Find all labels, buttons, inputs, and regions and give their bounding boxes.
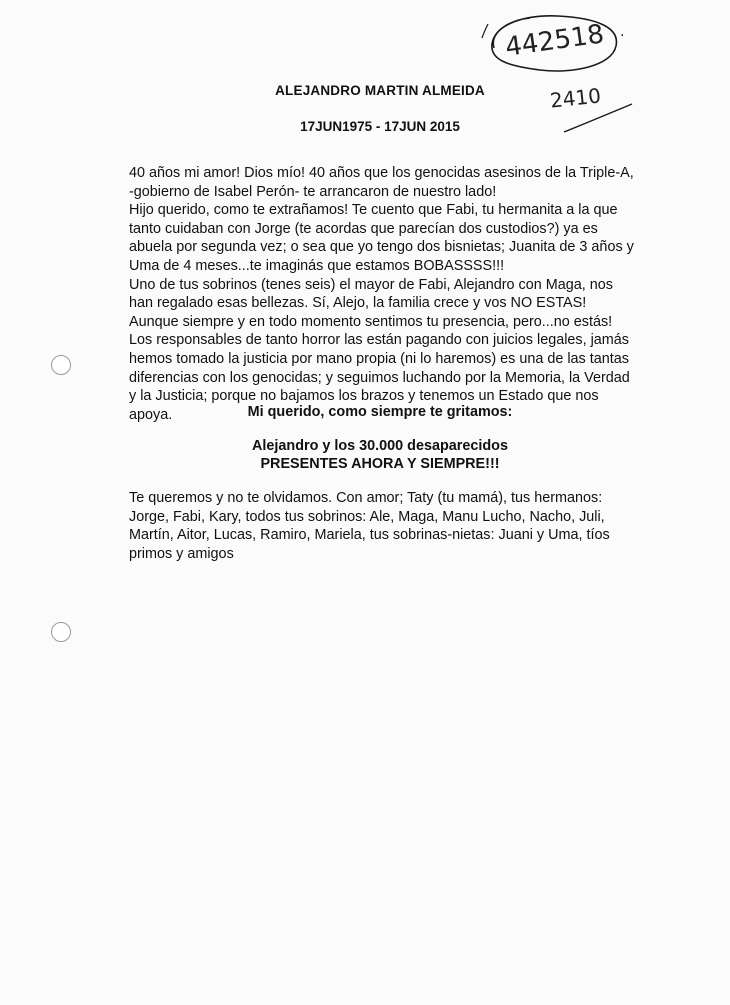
body-line: Uma de 4 meses...te imaginás que estamos BOBASSSS!!! <box>129 257 505 274</box>
handwritten-underline <box>560 100 640 140</box>
letter-body <box>129 164 649 424</box>
body-line: abuela por segunda vez; o sea que yo tengo dos bisnietas; Juanita de 3 años y <box>129 239 634 256</box>
closing-line: Jorge, Fabi, Kary, todos tus sobrinos: Ale, Maga, Manu Lucho, Nacho, Juli, <box>129 508 605 525</box>
circled-reference-number: 442518 <box>503 19 606 63</box>
document-dates: 17JUN1975 - 17JUN 2015 <box>300 119 460 134</box>
handwritten-dot: . <box>620 24 625 40</box>
body-line: 40 años mi amor! Dios mío! 40 años que los genocidas asesinos de la Triple-A, <box>129 165 634 181</box>
body-line: han regalado esas bellezas. Sí, Alejo, la familia crece y vos NO ESTAS! <box>129 295 587 312</box>
closing-line: Martín, Aitor, Lucas, Ramiro, Mariela, tus sobrinas-nietas: Juani y Uma, tíos <box>129 527 610 544</box>
document-title: ALEJANDRO MARTIN ALMEIDA <box>275 83 485 98</box>
body-line: diferencias con los genocidas; y seguimos luchando por la Memoria, la Verdad <box>129 369 630 386</box>
punch-hole-bottom <box>51 622 71 642</box>
body-line: Uno de tus sobrinos (tenes seis) el mayor de Fabi, Alejandro con Maga, nos <box>129 276 613 293</box>
body-line: -gobierno de Isabel Perón- te arrancaron de nuestro lado! <box>129 183 497 200</box>
body-line: Hijo querido, como te extrañamos! Te cuento que Fabi, tu hermanita a la que <box>129 202 618 219</box>
body-line: Aunque siempre y en todo momento sentimos tu presencia, pero...no estás! <box>129 313 613 330</box>
handwritten-page-mark: 2410 <box>548 83 603 113</box>
body-line: Los responsables de tanto horror las están pagando con juicios legales, jamás <box>129 332 629 349</box>
slogan-line-1: Alejandro y los 30.000 desaparecidos <box>252 438 508 454</box>
callout-line: Mi querido, como siempre te gritamos: <box>247 404 513 420</box>
punch-hole-top <box>51 355 71 375</box>
body-line: hemos tomado la justicia por mano propia (ni lo haremos) es una de las tantas <box>129 350 629 367</box>
closing-section <box>129 489 649 563</box>
closing-line: primos y amigos <box>129 545 234 562</box>
body-line: apoya. <box>129 406 173 423</box>
closing-line: Te queremos y no te olvidamos. Con amor; Taty (tu mamá), tus hermanos: <box>129 490 603 506</box>
slogan-line-2: PRESENTES AHORA Y SIEMPRE!!! <box>260 456 500 472</box>
body-line: y la Justicia; porque no bajamos los brazos y tenemos un Estado que nos <box>129 388 599 405</box>
body-line: tanto cuidaban con Jorge (te acordas que parecían dos custodios?) ya es <box>129 220 598 237</box>
